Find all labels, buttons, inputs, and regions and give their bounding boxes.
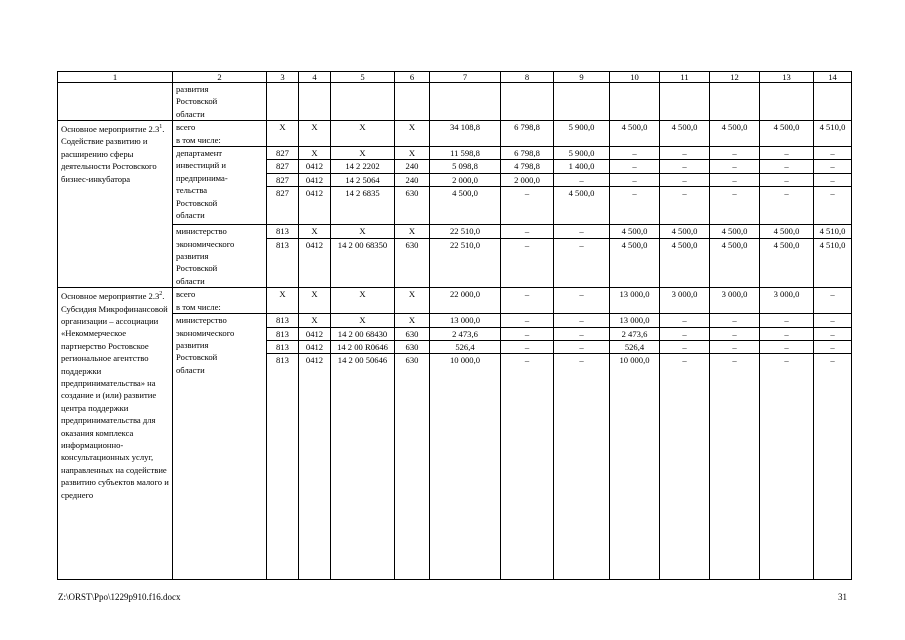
- table-cell: 526,4: [610, 340, 660, 353]
- table-cell: 14 2 6835: [331, 187, 395, 225]
- table-cell: [58, 83, 173, 121]
- table-cell: [331, 83, 395, 121]
- table-cell: 11 598,8: [430, 147, 501, 160]
- table-cell: 813: [267, 314, 299, 327]
- table-cell: 14 2 5064: [331, 173, 395, 186]
- measure-name-cell: Основное мероприятие $2.3^2$. Субсидия Микрофинансовой организации – ассоциации «Некоммерческое партнерство Ростовское региональное агентство поддержки предпринимательства» на создание и (или) развитие центра поддержки предпринимательства для оказания комплекса информационно-консультационных услуг, направленных на содействие развитию субъектов малого и среднего: [58, 288, 173, 580]
- table-cell: –: [610, 160, 660, 173]
- table-cell: 22 000,0: [430, 288, 501, 314]
- table-cell: X: [267, 288, 299, 314]
- column-number-header: 14: [814, 72, 852, 83]
- table-cell: 4 510,0: [814, 225, 852, 239]
- table-cell: 0412: [299, 238, 331, 288]
- table-cell: –: [660, 340, 710, 353]
- table-cell: –: [610, 173, 660, 186]
- table-cell: 5 900,0: [554, 121, 610, 147]
- column-number-header: 1: [58, 72, 173, 83]
- footer-file-path: Z:\ORST\Ppo\1229p910.f16.docx: [58, 592, 181, 602]
- table-cell: 4 500,0: [660, 238, 710, 288]
- table-cell: 14 2 00 50646: [331, 354, 395, 580]
- table-cell: 2 000,0: [501, 173, 554, 186]
- table-cell: –: [501, 238, 554, 288]
- table-cell: [660, 83, 710, 121]
- table-cell: 630: [395, 327, 430, 340]
- table-cell: –: [814, 327, 852, 340]
- table-cell: 1 400,0: [554, 160, 610, 173]
- measure-name-cell: Основное мероприятие $2.3^1$. Содействие развитию и расширению сферы деятельности Ростовского бизнес-инкубатора: [58, 121, 173, 288]
- table-cell: [395, 83, 430, 121]
- table-cell: 4 500,0: [710, 225, 760, 239]
- table-cell: 4 500,0: [710, 238, 760, 288]
- table-cell: –: [814, 340, 852, 353]
- table-cell: 5 900,0: [554, 147, 610, 160]
- table-cell: 22 510,0: [430, 225, 501, 239]
- table-cell: –: [710, 147, 760, 160]
- table-cell: X: [395, 121, 430, 147]
- table-cell: 630: [395, 187, 430, 225]
- table-cell: 4 500,0: [554, 187, 610, 225]
- table-cell: 4 510,0: [814, 121, 852, 147]
- table-cell: X: [299, 288, 331, 314]
- table-cell: 10 000,0: [610, 354, 660, 580]
- column-number-header: 6: [395, 72, 430, 83]
- table-cell: –: [554, 314, 610, 327]
- table-cell: 240: [395, 160, 430, 173]
- table-cell: –: [554, 327, 610, 340]
- table-cell: –: [660, 160, 710, 173]
- table-cell: X: [395, 147, 430, 160]
- table-cell: –: [554, 288, 610, 314]
- executor-cell: департамент инвестиций и предпринима- тельства Ростовской области: [173, 147, 267, 225]
- table-cell: 13 000,0: [610, 288, 660, 314]
- column-number-header: 9: [554, 72, 610, 83]
- column-number-header: 2: [173, 72, 267, 83]
- table-cell: 827: [267, 173, 299, 186]
- table-cell: 240: [395, 173, 430, 186]
- table-cell: 4 500,0: [760, 121, 814, 147]
- table-cell: 3 000,0: [660, 288, 710, 314]
- table-cell: –: [610, 187, 660, 225]
- table-cell: 14 2 00 R0646: [331, 340, 395, 353]
- table-cell: 0412: [299, 327, 331, 340]
- table-cell: 4 500,0: [610, 121, 660, 147]
- table-row: [58, 288, 852, 314]
- table-cell: [299, 83, 331, 121]
- table-cell: –: [760, 314, 814, 327]
- table-cell: X: [267, 121, 299, 147]
- table-cell: 813: [267, 238, 299, 288]
- table-cell: 4 500,0: [660, 225, 710, 239]
- column-number-header: 3: [267, 72, 299, 83]
- executor-cell: министерство экономического развития Ростовской области: [173, 225, 267, 288]
- table-cell: X: [331, 225, 395, 239]
- table-cell: –: [710, 340, 760, 353]
- table-cell: 4 500,0: [610, 238, 660, 288]
- column-number-header: 8: [501, 72, 554, 83]
- executor-cell: всего в том числе:: [173, 121, 267, 147]
- table-cell: [267, 83, 299, 121]
- table-cell: 5 098,8: [430, 160, 501, 173]
- table-row: [58, 121, 852, 147]
- table-cell: 13 000,0: [430, 314, 501, 327]
- table-cell: 6 798,8: [501, 147, 554, 160]
- table-cell: [554, 83, 610, 121]
- table-cell: –: [710, 354, 760, 580]
- table-cell: 4 500,0: [760, 225, 814, 239]
- table-cell: –: [760, 173, 814, 186]
- table-row: [58, 314, 852, 327]
- table-cell: 630: [395, 238, 430, 288]
- table-cell: –: [760, 354, 814, 580]
- table-cell: –: [660, 327, 710, 340]
- table-cell: –: [710, 187, 760, 225]
- table-cell: –: [501, 340, 554, 353]
- table-cell: 0412: [299, 187, 331, 225]
- table-cell: 2 000,0: [430, 173, 501, 186]
- table-cell: –: [554, 173, 610, 186]
- table-cell: –: [501, 354, 554, 580]
- table-cell: X: [331, 121, 395, 147]
- table-cell: 813: [267, 327, 299, 340]
- table-cell: –: [501, 327, 554, 340]
- column-number-header: 13: [760, 72, 814, 83]
- table-cell: –: [760, 160, 814, 173]
- table-cell: X: [331, 147, 395, 160]
- table-cell: 813: [267, 354, 299, 580]
- executor-cell: всего в том числе:: [173, 288, 267, 314]
- table-cell: –: [814, 173, 852, 186]
- table-cell: –: [554, 340, 610, 353]
- table-cell: [710, 83, 760, 121]
- column-number-header: 11: [660, 72, 710, 83]
- executor-cell: министерство экономического развития Ростовской области: [173, 314, 267, 580]
- executor-cell: развития Ростовской области: [173, 83, 267, 121]
- table-cell: –: [814, 160, 852, 173]
- table-cell: –: [710, 327, 760, 340]
- table-cell: 34 108,8: [430, 121, 501, 147]
- table-row: [58, 83, 852, 121]
- table-cell: 6 798,8: [501, 121, 554, 147]
- table-cell: 0412: [299, 354, 331, 580]
- table-cell: [501, 83, 554, 121]
- table-cell: 3 000,0: [760, 288, 814, 314]
- table-cell: –: [554, 225, 610, 239]
- table-cell: –: [814, 314, 852, 327]
- table-cell: X: [299, 147, 331, 160]
- table-cell: 0412: [299, 160, 331, 173]
- footer-page-number: 31: [838, 592, 847, 602]
- table-cell: X: [299, 121, 331, 147]
- table-cell: 827: [267, 160, 299, 173]
- table-cell: X: [299, 314, 331, 327]
- table-cell: –: [660, 314, 710, 327]
- table-cell: 14 2 00 68430: [331, 327, 395, 340]
- table-cell: 2 473,6: [610, 327, 660, 340]
- table-cell: –: [814, 288, 852, 314]
- table-cell: X: [395, 225, 430, 239]
- table-cell: –: [760, 340, 814, 353]
- table-cell: –: [814, 354, 852, 580]
- table-cell: 4 500,0: [760, 238, 814, 288]
- table-cell: –: [710, 160, 760, 173]
- table-cell: 4 510,0: [814, 238, 852, 288]
- table-cell: X: [395, 288, 430, 314]
- table-cell: –: [814, 147, 852, 160]
- table-cell: 4 500,0: [610, 225, 660, 239]
- table-cell: 813: [267, 340, 299, 353]
- table-cell: 813: [267, 225, 299, 239]
- table-cell: 827: [267, 187, 299, 225]
- table-cell: –: [501, 187, 554, 225]
- table-cell: 3 000,0: [710, 288, 760, 314]
- table-cell: 827: [267, 147, 299, 160]
- table-cell: 0412: [299, 173, 331, 186]
- budget-table: [57, 71, 852, 580]
- table-cell: 526,4: [430, 340, 501, 353]
- column-number-header: 4: [299, 72, 331, 83]
- table-cell: 10 000,0: [430, 354, 501, 580]
- table-cell: 2 473,6: [430, 327, 501, 340]
- table-cell: –: [760, 187, 814, 225]
- column-number-header: 10: [610, 72, 660, 83]
- table-cell: 4 500,0: [660, 121, 710, 147]
- table-cell: –: [660, 354, 710, 580]
- table-cell: [760, 83, 814, 121]
- table-cell: –: [814, 187, 852, 225]
- column-number-header: 12: [710, 72, 760, 83]
- table-cell: [814, 83, 852, 121]
- table-cell: –: [660, 147, 710, 160]
- table-cell: [430, 83, 501, 121]
- table-cell: –: [554, 354, 610, 580]
- table-cell: –: [610, 147, 660, 160]
- table-cell: 0412: [299, 340, 331, 353]
- table-cell: –: [760, 327, 814, 340]
- table-cell: [610, 83, 660, 121]
- table-cell: –: [660, 187, 710, 225]
- table-cell: 4 500,0: [430, 187, 501, 225]
- table-cell: –: [760, 147, 814, 160]
- table-cell: 13 000,0: [610, 314, 660, 327]
- table-header-row: [58, 72, 852, 83]
- table-cell: –: [660, 173, 710, 186]
- column-number-header: 5: [331, 72, 395, 83]
- table-cell: –: [501, 288, 554, 314]
- table-cell: X: [331, 288, 395, 314]
- table-cell: 22 510,0: [430, 238, 501, 288]
- table-cell: –: [710, 173, 760, 186]
- table-cell: X: [331, 314, 395, 327]
- table-cell: 630: [395, 354, 430, 580]
- table-cell: –: [501, 225, 554, 239]
- table-row: [58, 225, 852, 239]
- table-cell: 14 2 2202: [331, 160, 395, 173]
- table-cell: –: [501, 314, 554, 327]
- table-cell: X: [299, 225, 331, 239]
- column-number-header: 7: [430, 72, 501, 83]
- table-cell: –: [710, 314, 760, 327]
- table-cell: 14 2 00 68350: [331, 238, 395, 288]
- table-cell: X: [395, 314, 430, 327]
- table-row: [58, 147, 852, 160]
- table-cell: –: [554, 238, 610, 288]
- table-cell: 630: [395, 340, 430, 353]
- table-cell: 4 500,0: [710, 121, 760, 147]
- table-cell: 4 798,8: [501, 160, 554, 173]
